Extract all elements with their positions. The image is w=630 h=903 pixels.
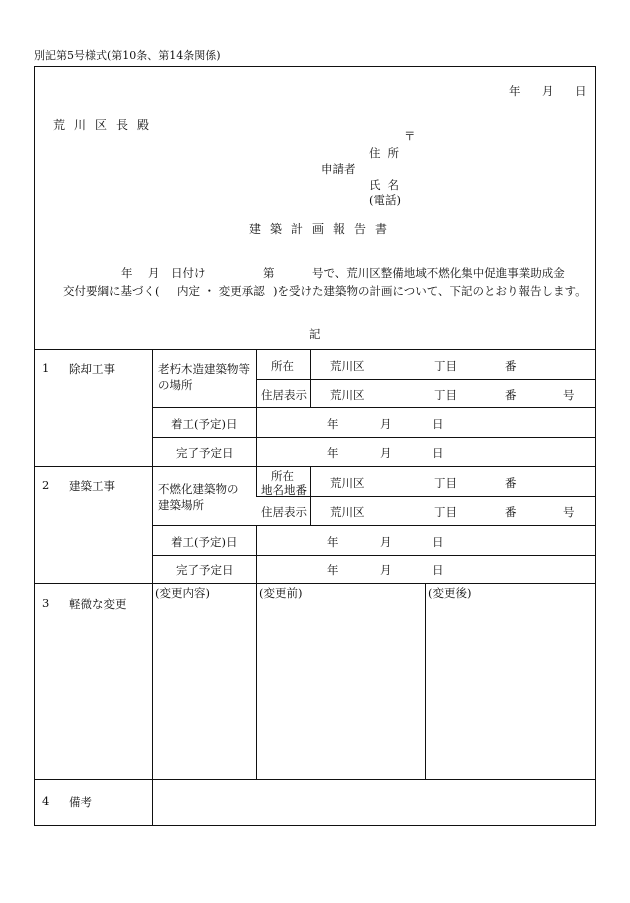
row1-jukyo-label: 住居表示	[261, 388, 307, 402]
row2-start-month: 月	[380, 535, 392, 549]
body-year: 年	[121, 266, 133, 280]
row2-jukyo-ward: 荒川区	[330, 505, 365, 519]
row2-finish-label: 完了予定日	[176, 563, 234, 577]
change-before-label: (変更前)	[259, 586, 303, 600]
row2-shozai-line2: 地名地番	[261, 483, 307, 497]
row4-number: 4	[42, 794, 50, 808]
row1-start-label: 着工(予定)日	[171, 417, 238, 431]
row2-finish-year: 年	[327, 563, 339, 577]
ki-label: 記	[309, 327, 321, 341]
row2-start-label: 着工(予定)日	[171, 535, 238, 549]
row2-jukyo-go: 号	[563, 505, 575, 519]
row2-start-day: 日	[432, 535, 444, 549]
body-month: 月	[148, 266, 160, 280]
row1-number: 1	[42, 361, 50, 375]
postal-mark: 〒	[404, 129, 416, 143]
body-line2-text: 交付要綱に基づく(	[63, 284, 160, 298]
row1-sub-line2: の場所	[158, 378, 193, 392]
row2-jukyo-label: 住居表示	[261, 505, 307, 519]
name-label: 氏名	[369, 178, 406, 192]
address-label: 住所	[369, 146, 406, 160]
row2-sub-line1: 不燃化建築物の	[158, 482, 239, 496]
row2-ward: 荒川区	[330, 476, 365, 490]
row2-title: 建築工事	[69, 479, 115, 493]
document-title: 建築計画報告書	[249, 222, 397, 236]
row3-number: 3	[42, 596, 50, 610]
row2-jukyo-chome: 丁目	[434, 505, 457, 519]
row4-title: 備考	[69, 795, 92, 809]
row1-ward: 荒川区	[330, 359, 365, 373]
body-dai: 第	[263, 266, 275, 280]
body-line2-end: )を受けた建築物の計画について、下記のとおり報告します。	[273, 284, 587, 298]
row1-finish-year: 年	[327, 446, 339, 460]
change-after-label: (変更後)	[428, 586, 472, 600]
phone-label: (電話)	[369, 193, 401, 207]
body-day-dated: 日付け	[171, 266, 206, 280]
row1-start-month: 月	[380, 417, 392, 431]
row1-start-day: 日	[432, 417, 444, 431]
row1-shozai-label: 所在	[271, 359, 294, 373]
row2-number: 2	[42, 478, 50, 492]
row2-chome: 丁目	[434, 476, 457, 490]
row3-title: 軽微な変更	[69, 597, 127, 611]
row1-jukyo-ban: 番	[505, 388, 517, 402]
row1-jukyo-chome: 丁目	[434, 388, 457, 402]
row1-sub-line1: 老朽木造建築物等	[158, 362, 250, 376]
row1-jukyo-ward: 荒川区	[330, 388, 365, 402]
body-line2-options: 内定 ・ 変更承認	[177, 284, 265, 298]
applicant-label: 申請者	[321, 162, 356, 176]
row2-finish-day: 日	[432, 563, 444, 577]
row1-finish-month: 月	[380, 446, 392, 460]
report-form-frame	[34, 66, 596, 826]
row1-start-year: 年	[327, 417, 339, 431]
row2-start-year: 年	[327, 535, 339, 549]
date-year-label: 年	[509, 84, 521, 98]
change-content-label: (変更内容)	[155, 586, 210, 600]
recipient-name: 荒川区長殿	[53, 118, 159, 132]
row2-ban: 番	[505, 476, 517, 490]
row1-chome: 丁目	[434, 359, 457, 373]
form-number: 別記第5号様式(第10条、第14条関係)	[34, 49, 221, 62]
row1-finish-label: 完了予定日	[176, 446, 234, 460]
row2-jukyo-ban: 番	[505, 505, 517, 519]
row2-sub-line2: 建築場所	[158, 498, 204, 512]
row1-ban: 番	[505, 359, 517, 373]
body-line1-text: 号で、荒川区整備地域不燃化集中促進事業助成金	[312, 266, 565, 280]
row2-shozai-line1: 所在	[271, 469, 294, 483]
row1-title: 除却工事	[69, 362, 115, 376]
date-month-label: 月	[542, 84, 554, 98]
row1-jukyo-go: 号	[563, 388, 575, 402]
row1-finish-day: 日	[432, 446, 444, 460]
date-day-label: 日	[575, 84, 587, 98]
row2-finish-month: 月	[380, 563, 392, 577]
